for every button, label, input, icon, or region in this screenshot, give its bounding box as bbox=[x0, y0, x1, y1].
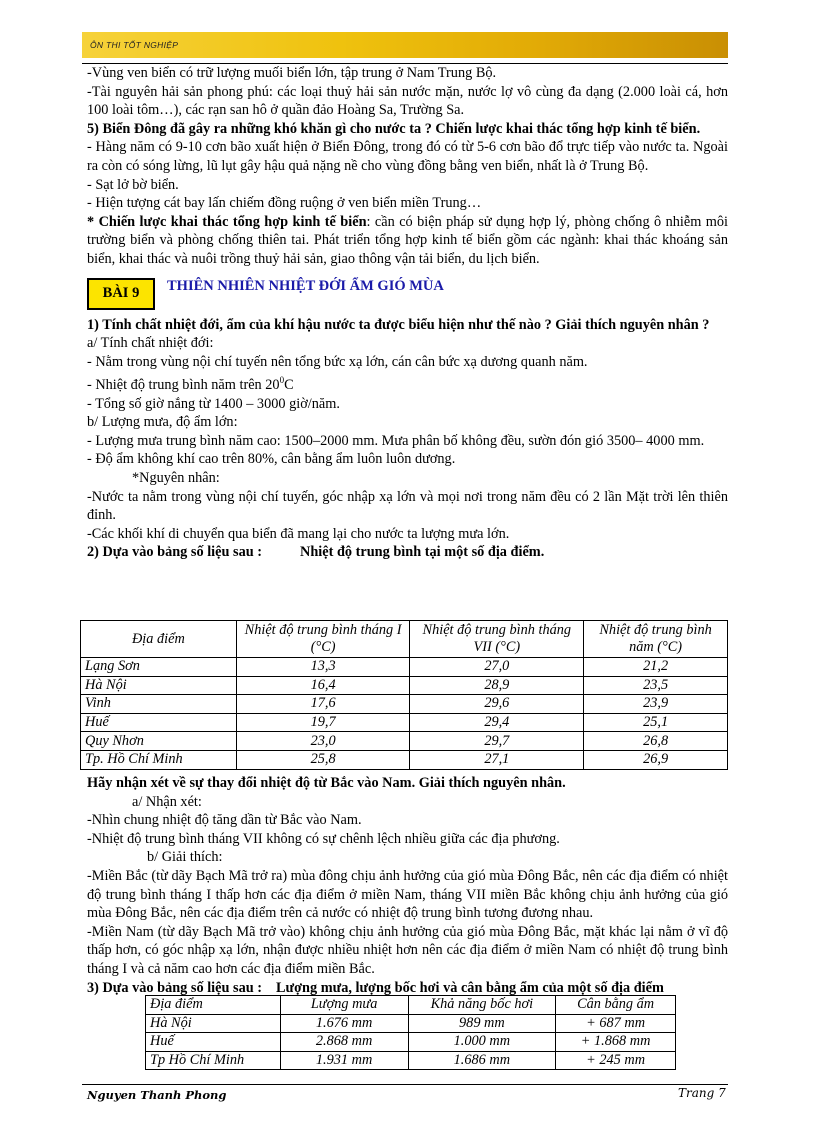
paragraph: a/ Nhận xét: bbox=[132, 793, 202, 810]
table-cell: 25,8 bbox=[236, 750, 410, 769]
question-heading bbox=[87, 543, 728, 562]
table-header-row bbox=[146, 996, 676, 1015]
table-cell: Tp Hồ Chí Minh bbox=[146, 1051, 281, 1070]
header-banner bbox=[82, 32, 728, 58]
table-title: Lượng mưa, lượng bốc hơi và cân bằng ẩm của một số địa điểm bbox=[276, 979, 664, 996]
table-cell: 1.676 mm bbox=[280, 1014, 408, 1033]
table-cell: Lạng Sơn bbox=[81, 658, 237, 677]
column-header: Địa điểm bbox=[146, 996, 281, 1015]
table-cell: 26,8 bbox=[584, 732, 728, 751]
paragraph: -Tài nguyên hải sản phong phú: các loại thuỷ hải sản nước mặn, nước lợ vô cùng đa dạng (2.000 loài cá, hơn 100 loài tôm…), các rạn san hô ở quần đảo Hoàng Sa, Trường Sa. bbox=[87, 83, 728, 119]
paragraph: -Nhìn chung nhiệt độ tăng dần từ Bắc vào Nam. bbox=[87, 812, 362, 829]
paragraph: - Nằm trong vùng nội chí tuyến nên tổng bức xạ lớn, cán cân bức xạ dương quanh năm. bbox=[87, 353, 588, 370]
table-cell: 1.931 mm bbox=[280, 1051, 408, 1070]
question-prompt: Hãy nhận xét về sự thay đổi nhiệt độ từ Bắc vào Nam. Giải thích nguyên nhân. bbox=[87, 775, 566, 791]
header-label: ÔN THI TỐT NGHIỆP bbox=[90, 40, 179, 50]
table-cell: 2.868 mm bbox=[280, 1033, 408, 1052]
paragraph: -Nước ta nằm trong vùng nội chí tuyến, góc nhập xạ lớn và mọi nơi trong năm đều có 2 lần Mặt trời lên thiên đỉnh. bbox=[87, 488, 728, 524]
paragraph: b/ Lượng mưa, độ ẩm lớn: bbox=[87, 414, 238, 431]
paragraph: -Miền Bắc (từ dãy Bạch Mã trở ra) mùa đông chịu ảnh hưởng của gió mùa Đông Bắc, nên các địa điểm có nhiệt độ trung bình tháng I thấp hơn các địa điểm ở miền Nam, tháng VII miền Bắc không chịu ảnh hưởng của gió mùa Đông Bắc, nên các địa điểm trên cả nước có nhiệt độ trung bình tương đương nhau. bbox=[87, 867, 728, 922]
table-cell: + 687 mm bbox=[556, 1014, 676, 1033]
table-row bbox=[81, 732, 728, 751]
paragraph: - Tổng số giờ nắng từ 1400 – 3000 giờ/năm. bbox=[87, 395, 340, 412]
paragraph: -Miền Nam (từ dãy Bạch Mã trở vào) không chịu ảnh hưởng của gió mùa Đông Bắc, mặt khác lại nằm ở vĩ độ thấp hơn, có góc nhập xạ lớn, nhận được nhiều nhiệt hơn nên các địa điểm ở miền Nam có nhiệt độ trung bình tháng I và cả năm cao hơn các địa điểm miền Bắc. bbox=[87, 923, 728, 977]
table-cell: Quy Nhơn bbox=[81, 732, 237, 751]
table-cell: 23,5 bbox=[584, 676, 728, 695]
table-cell: Huế bbox=[146, 1033, 281, 1052]
paragraph: - Hàng năm có 9-10 cơn bão xuất hiện ở Biển Đông, trong đó có từ 5-6 cơn bão đổ trực tiếp vào nước ta. Ngoài ra còn có sóng lừng, lũ lụt gây hậu quả nặng nề cho vùng đồng bằng ven biển, nhất là ở Trung Bộ. bbox=[87, 139, 728, 174]
table-cell: 29,4 bbox=[410, 713, 584, 732]
table-cell: + 245 mm bbox=[556, 1051, 676, 1070]
table-cell: Huế bbox=[81, 713, 237, 732]
strategy-text: : cần có biện pháp sử dụng hợp lý, phòng chống ô nhiễm môi trường biển và phòng chống thiên tai. Phát triển tổng hợp kinh tế biển gồm các ngành: khai thác khoáng sản biển, khai thác và nuôi trồng thuỷ hải sản, giao thông vận tải biển, du lịch biển. bbox=[87, 213, 728, 267]
footer-page-number: Trang 7 bbox=[678, 1086, 726, 1100]
paragraph: *Nguyên nhân: bbox=[132, 470, 220, 487]
table-title: Nhiệt độ trung bình tại một số địa điểm. bbox=[300, 544, 545, 561]
table-cell: Tp. Hồ Chí Minh bbox=[81, 750, 237, 769]
column-header: Địa điểm bbox=[81, 621, 237, 658]
table-cell: 29,6 bbox=[410, 695, 584, 714]
table-cell: 23,9 bbox=[584, 695, 728, 714]
table-cell: Vinh bbox=[81, 695, 237, 714]
table-row bbox=[146, 1033, 676, 1052]
question-prefix: 3) Dựa vào bảng số liệu sau : bbox=[87, 979, 263, 996]
text: - Nhiệt độ trung bình năm trên 20 bbox=[87, 377, 280, 394]
paragraph: -Nhiệt độ trung bình tháng VII không có sự chênh lệch nhiều giữa các địa phương. bbox=[87, 830, 560, 847]
table-cell: 28,9 bbox=[410, 676, 584, 695]
table-row bbox=[81, 695, 728, 714]
page-content-lower bbox=[87, 774, 728, 997]
paragraph: b/ Giải thích: bbox=[147, 849, 223, 866]
column-header: Cân bằng ẩm bbox=[556, 996, 676, 1015]
table-cell: + 1.868 mm bbox=[556, 1033, 676, 1052]
paragraph: a/ Tính chất nhiệt đới: bbox=[87, 335, 214, 352]
table-cell: 989 mm bbox=[408, 1014, 556, 1033]
table-row bbox=[146, 1014, 676, 1033]
question-prefix: 2) Dựa vào bảng số liệu sau : bbox=[87, 544, 263, 561]
table-row bbox=[81, 658, 728, 677]
question-heading: 5) Biển Đông đã gây ra những khó khăn gì cho nước ta ? Chiến lược khai thác tổng hợp kinh tế biển. bbox=[87, 120, 701, 137]
table-cell: Hà Nội bbox=[146, 1014, 281, 1033]
question-heading: 1) Tính chất nhiệt đới, ẩm của khí hậu nước ta được biểu hiện như thế nào ? Giải thích nguyên nhân ? bbox=[87, 316, 710, 333]
paragraph: - Hiện tượng cát bay lấn chiếm đồng ruộng ở ven biển miền Trung… bbox=[87, 195, 482, 212]
footer-divider bbox=[82, 1084, 728, 1085]
column-header: Nhiệt độ trung bình tháng VII (°C) bbox=[410, 621, 584, 658]
paragraph bbox=[87, 371, 728, 394]
strategy-label: * Chiến lược khai thác tổng hợp kinh tế biển bbox=[87, 213, 367, 230]
column-header: Nhiệt độ trung bình năm (°C) bbox=[584, 621, 728, 658]
table-cell: 27,0 bbox=[410, 658, 584, 677]
column-header: Lượng mưa bbox=[280, 996, 408, 1015]
table-cell: 1.686 mm bbox=[408, 1051, 556, 1070]
paragraph: -Vùng ven biển có trữ lượng muối biển lớn, tập trung ở Nam Trung Bộ. bbox=[87, 65, 497, 81]
table-row bbox=[81, 713, 728, 732]
table-row bbox=[81, 676, 728, 695]
table-cell: 13,3 bbox=[236, 658, 410, 677]
table-cell: 21,2 bbox=[584, 658, 728, 677]
lesson-heading bbox=[87, 272, 728, 316]
table-cell: 26,9 bbox=[584, 750, 728, 769]
lesson-title: THIÊN NHIÊN NHIỆT ĐỚI ẨM GIÓ MÙA bbox=[167, 277, 444, 294]
table-cell: 23,0 bbox=[236, 732, 410, 751]
table-cell: 17,6 bbox=[236, 695, 410, 714]
column-header: Nhiệt độ trung bình tháng I (°C) bbox=[236, 621, 410, 658]
paragraph: - Lượng mưa trung bình năm cao: 1500–2000 mm. Mưa phân bố không đều, sườn đón gió 3500– 4000 mm. bbox=[87, 432, 705, 449]
strategy-paragraph bbox=[87, 213, 728, 269]
table-cell: 19,7 bbox=[236, 713, 410, 732]
column-header: Khả năng bốc hơi bbox=[408, 996, 556, 1015]
paragraph: - Sạt lở bờ biển. bbox=[87, 176, 179, 193]
page-content bbox=[87, 64, 728, 562]
superscript: 0 bbox=[279, 375, 285, 386]
footer-author: Nguyen Thanh Phong bbox=[87, 1088, 227, 1102]
table-cell: 25,1 bbox=[584, 713, 728, 732]
rainfall-table bbox=[145, 995, 676, 1070]
table-row bbox=[146, 1051, 676, 1070]
temperature-table bbox=[80, 620, 728, 770]
table-cell: Hà Nội bbox=[81, 676, 237, 695]
text: C bbox=[284, 377, 294, 394]
paragraph: - Độ ẩm không khí cao trên 80%, cân bằng ẩm luôn luôn dương. bbox=[87, 451, 456, 468]
table-cell: 27,1 bbox=[410, 750, 584, 769]
table-cell: 29,7 bbox=[410, 732, 584, 751]
table-header-row bbox=[81, 621, 728, 658]
table-cell: 1.000 mm bbox=[408, 1033, 556, 1052]
table-cell: 16,4 bbox=[236, 676, 410, 695]
lesson-badge: BÀI 9 bbox=[87, 278, 155, 310]
paragraph: -Các khối khí di chuyển qua biển đã mang lại cho nước ta lượng mưa lớn. bbox=[87, 525, 510, 542]
table-row bbox=[81, 750, 728, 769]
